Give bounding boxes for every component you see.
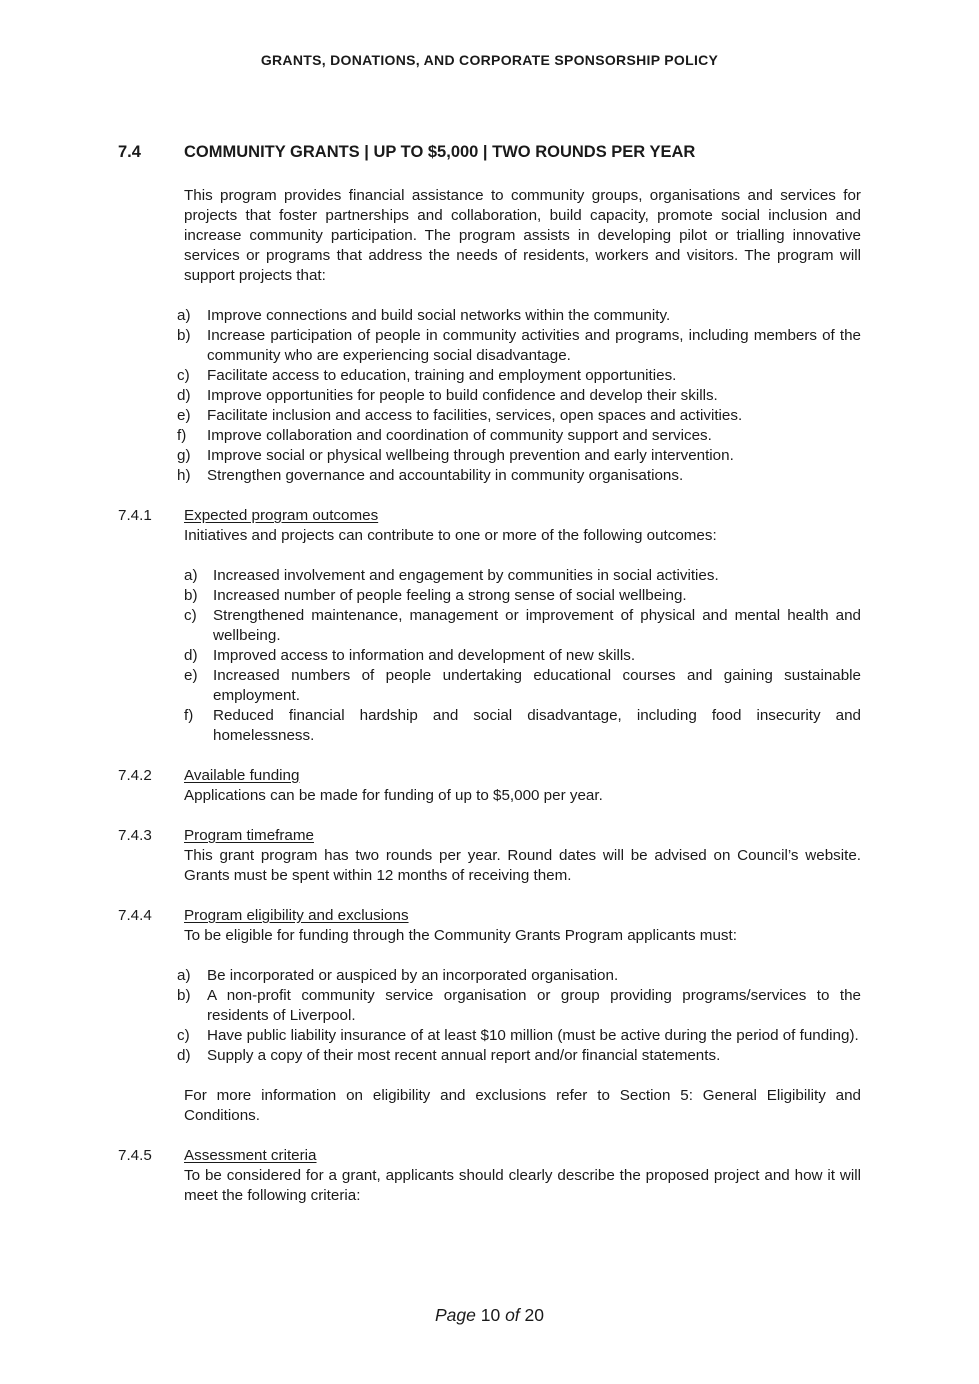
total-pages: 20 (524, 1305, 545, 1325)
subsection-text: Applications can be made for funding of up to $5,000 per year. (184, 787, 603, 804)
list-item: b) A non-profit community service organisation or group providing programs/services to the residents of Liverpool. (177, 987, 861, 1024)
subsection-number: 7.4.4 (118, 907, 152, 924)
list-item: d) Improved access to information and development of new skills. (184, 647, 636, 664)
list-item: a) Improve connections and build social networks within the community. (177, 307, 671, 324)
subsection-outcomes (118, 506, 861, 746)
section-number: 7.4 (118, 143, 141, 161)
subsection-timeframe (118, 826, 861, 886)
list-item: g) Improve social or physical wellbeing through prevention and early intervention. (177, 447, 734, 464)
subsection-title: Assessment criteria (184, 1147, 317, 1164)
outcomes-list (184, 566, 861, 746)
section-title: COMMUNITY GRANTS | UP TO $5,000 | TWO ROUNDS PER YEAR (184, 143, 696, 161)
list-item: c) Strengthened maintenance, management or improvement of physical and mental health and wellbeing. (184, 607, 861, 644)
list-item: b) Increase participation of people in community activities and programs, including members of the community who are experiencing social disadvantage. (177, 327, 861, 364)
subsection-number: 7.4.3 (118, 827, 152, 844)
list-item: b) Increased number of people feeling a strong sense of social wellbeing. (184, 587, 687, 604)
list-item: f) Reduced financial hardship and social disadvantage, including food insecurity and homelessness. (184, 707, 861, 744)
current-page-number: 10 (480, 1305, 501, 1325)
eligibility-list (177, 966, 861, 1066)
list-item: c) Facilitate access to education, training and employment opportunities. (177, 367, 677, 384)
subsection-text: This grant program has two rounds per year. Round dates will be advised on Council’s website. Grants must be spent within 12 months of receiving them. (184, 847, 861, 884)
list-item: e) Increased numbers of people undertaking educational courses and gaining sustainable employment. (184, 667, 861, 704)
section-intro: This program provides financial assistance to community groups, organisations and services for projects that foster partnerships and collaboration, build capacity, promote social inclusion and increase community participation. The program assists in developing pilot or trialling innovative services or programs that address the needs of residents, workers and visitors. The program will support projects that: (184, 187, 861, 284)
document-body (118, 186, 861, 1206)
of-word: of (505, 1305, 520, 1325)
list-item: c) Have public liability insurance of at least $10 million (must be active during the period of funding). (177, 1027, 859, 1044)
list-item: d) Supply a copy of their most recent annual report and/or financial statements. (177, 1047, 721, 1064)
eligibility-note: For more information on eligibility and exclusions refer to Section 5: General Eligibility and Conditions. (184, 1087, 861, 1124)
list-item: a) Increased involvement and engagement by communities in social activities. (184, 567, 719, 584)
page-footer (0, 1305, 979, 1326)
subsection-assessment (118, 1146, 861, 1206)
subsection-eligibility (118, 906, 861, 1126)
subsection-title: Program timeframe (184, 827, 314, 844)
subsection-title: Program eligibility and exclusions (184, 907, 409, 924)
subsection-text: To be considered for a grant, applicants should clearly describe the proposed project and how it will meet the following criteria: (184, 1167, 861, 1204)
subsection-number: 7.4.2 (118, 767, 152, 784)
subsection-title: Available funding (184, 767, 300, 784)
list-item: a) Be incorporated or auspiced by an incorporated organisation. (177, 967, 619, 984)
list-item: f) Improve collaboration and coordination of community support and services. (177, 427, 712, 444)
list-item: e) Facilitate inclusion and access to facilities, services, open spaces and activities. (177, 407, 743, 424)
subsection-number: 7.4.5 (118, 1147, 152, 1164)
page-word: Page (434, 1305, 476, 1325)
page-header: GRANTS, DONATIONS, AND CORPORATE SPONSORSHIP POLICY (260, 52, 719, 68)
subsection-number: 7.4.1 (118, 507, 152, 524)
subsection-intro: Initiatives and projects can contribute to one or more of the following outcomes: (184, 527, 717, 544)
subsection-title: Expected program outcomes (184, 507, 379, 524)
list-item: h) Strengthen governance and accountability in community organisations. (177, 467, 684, 484)
subsection-intro: To be eligible for funding through the Community Grants Program applicants must: (184, 927, 737, 944)
program-objectives-list (177, 306, 861, 486)
list-item: d) Improve opportunities for people to build confidence and develop their skills. (177, 387, 718, 404)
subsection-funding (118, 766, 861, 806)
